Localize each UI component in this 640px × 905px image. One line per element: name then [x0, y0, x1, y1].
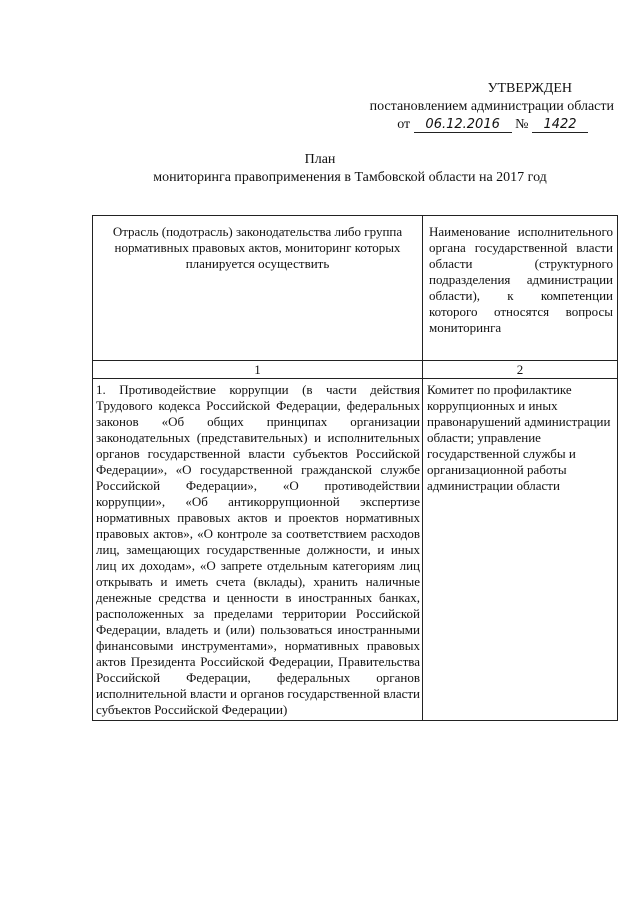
document-title [0, 151, 640, 187]
handwritten-number: 1422 [532, 117, 588, 133]
cell-legislation-area: 1. Противодействие коррупции (в части действия Трудового кодекса Российской Федерации, федеральных законов «Об общих принципах организации законодательных (представительных) и исполнительных органов государственной власти субъектов Российской Федерации», «О государственной гражданской службе Российской Федерации», «О противодействии коррупции», «Об антикоррупционной экспертизе нормативных правовых актов и проектов нормативных правовых актов», «О контроле за соответствием расходов лиц, замещающих государственные должности, и иных лиц их доходам», «О запрете отдельным категориям лиц открывать и иметь счета (вклады), хранить наличные денежные средства и ценности в иностранных банках, расположенных за пределами территории Российской Федерации, владеть и (или) пользоваться иностранными финансовыми инструментами», нормативных правовых актов Президента Российской Федерации, Правительства Российской Федерации, федеральных органов исполнительной власти и органов государственной власти субъектов Российской Федерации) [93, 379, 423, 721]
title-line-1: План [304, 152, 336, 167]
monitoring-plan-table [92, 215, 618, 721]
from-label: от [397, 117, 411, 132]
header-cell-area: Отрасль (подотрасль) законодательства либо группа нормативных правовых актов, мониторинг которых планируется осуществить [93, 216, 423, 361]
column-number-row [93, 361, 618, 379]
approval-date-line [0, 116, 614, 134]
header-cell-authority: Наименование исполнительного органа государственной власти области (структурного подразделения администрации области), к компетенции которого относятся вопросы мониторинга [423, 216, 618, 361]
column-number-1: 1 [93, 361, 423, 379]
table-row [93, 379, 618, 721]
cell-responsible-authority: Комитет по профилактике коррупционных и иных правонарушений администрации области; управление государственной службы и организационной работы администрации области [423, 379, 618, 721]
handwritten-date: 06.12.2016 [414, 117, 512, 133]
title-line-2: мониторинга правоприменения в Тамбовской области на 2017 год [153, 170, 547, 185]
approval-heading: УТВЕРЖДЕН [487, 81, 572, 96]
approval-resolution: постановлением администрации области [369, 99, 614, 114]
column-number-2: 2 [423, 361, 618, 379]
approval-block [0, 80, 614, 134]
number-label: № [515, 117, 529, 132]
table-header-row [93, 216, 618, 361]
